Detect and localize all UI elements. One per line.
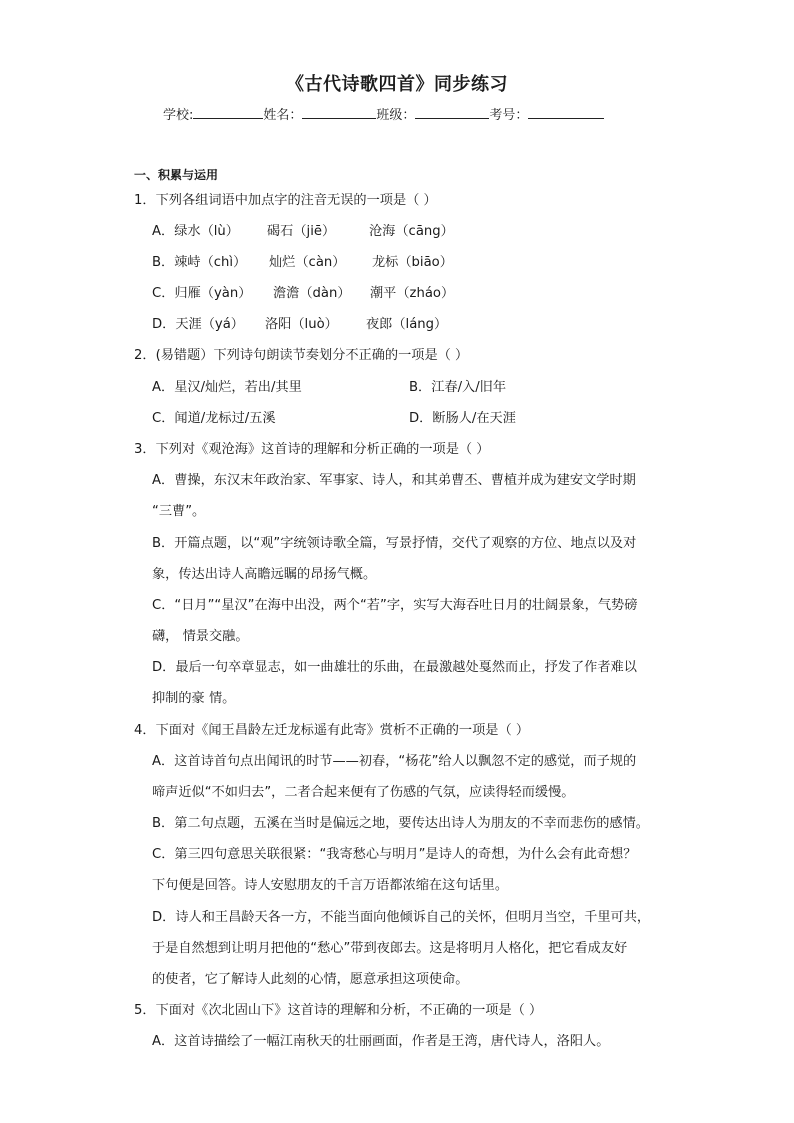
- question-3-line: B．开篇点题，以“观”字统领诗歌全篇，写景抒情，交代了观察的方位、地点以及对: [152, 536, 637, 551]
- page-title: 《古代诗歌四首》同步练习: [286, 74, 508, 95]
- option-part: 潮平（zháo）: [370, 286, 455, 301]
- question-5-stem: 5．下面对《次北固山下》这首诗的理解和分析，不正确的一项是（ ）: [134, 1003, 543, 1018]
- question-2-stem: 2．(易错题）下列诗句朗读节奏划分不正确的一项是（ ）: [134, 348, 469, 363]
- question-3-line: A．曹操，东汉末年政治家、军事家、诗人，和其弟曹丕、曹植并成为建安文学时期: [152, 473, 636, 488]
- option-part: C．归雁（yàn）: [152, 286, 252, 301]
- question-4-line: B．第二句点题，五溪在当时是偏远之地，要传达出诗人为朋友的不幸而悲伤的感情。: [152, 816, 649, 831]
- question-2-option-b: B．江春/入/旧年: [409, 380, 507, 395]
- option-part: B．竦峙（chì）: [152, 255, 247, 270]
- question-3-line: 礴， 情景交融。: [152, 629, 249, 644]
- question-4-line: D．诗人和王昌龄天各一方，不能当面向他倾诉自己的关怀，但明月当空，千里可共，: [152, 910, 651, 925]
- question-1-stem: 1．下列各组词语中加点字的注音无误的一项是（ ）: [134, 193, 437, 208]
- school-blank[interactable]: [193, 106, 263, 119]
- question-4-line: 啼声近似“不如归去”，二者合起来便有了伤感的气氛，应读得轻而缓慢。: [152, 785, 575, 800]
- question-2-option-a: A．星汉/灿烂，若出/其里: [152, 380, 302, 395]
- question-1-option-a: [152, 223, 454, 241]
- class-label: 班级：: [376, 108, 416, 123]
- question-4-line: C．第三四句意思关联很紧：“我寄愁心与明月”是诗人的奇想，为什么会有此奇想？: [152, 847, 637, 862]
- question-1-option-b: [152, 254, 453, 272]
- question-4-line: 下句便是回答。诗人安慰朋友的千言万语都浓缩在这句话里。: [152, 878, 509, 893]
- school-label: 学校:: [163, 108, 194, 123]
- question-3-line: C．“日月”“星汉”在海中出没，两个“若”字，实写大海吞吐日月的壮阔景象，气势磅: [152, 598, 638, 613]
- section-heading: 一、积累与运用: [134, 168, 219, 182]
- question-5-option-a: A．这首诗描绘了一幅江南秋天的壮丽画面，作者是王湾，唐代诗人，洛阳人。: [152, 1034, 610, 1049]
- option-part: 洛阳（luò）: [265, 317, 338, 332]
- option-part: 龙标（biāo）: [372, 255, 453, 270]
- question-2-option-d: D．断肠人/在天涯: [409, 411, 516, 426]
- option-part: D．天涯（yá）: [152, 317, 244, 332]
- question-4-stem: 4．下面对《闻王昌龄左迁龙标遥有此寄》赏析不正确的一项是（ ）: [134, 723, 530, 738]
- question-1-option-d: [152, 316, 447, 334]
- option-part: 沧海（cāng）: [369, 224, 454, 239]
- question-3-stem: 3．下列对《观沧海》这首诗的理解和分析正确的一项是（ ）: [134, 442, 490, 457]
- option-part: 碣石（jiē）: [267, 224, 336, 239]
- option-part: A．绿水（lù）: [152, 224, 239, 239]
- option-part: 澹澹（dàn）: [273, 286, 351, 301]
- question-3-line: D．最后一句卒章显志，如一曲雄壮的乐曲，在最激越处戛然而止，抒发了作者难以: [152, 660, 637, 675]
- question-1-option-c: [152, 285, 454, 303]
- question-4-line: 于是自然想到让明月把他的“愁心”带到夜郎去。这是将明月人格化，把它看成友好: [152, 941, 628, 956]
- option-part: 夜郎（láng）: [366, 317, 448, 332]
- question-4-line: A．这首诗首句点出闻讯的时节——初春，“杨花”给人以飘忽不定的感觉，而子规的: [152, 754, 637, 769]
- name-blank[interactable]: [302, 106, 376, 119]
- name-label: 姓名：: [263, 108, 303, 123]
- question-3-line: 象，传达出诗人高瞻远瞩的昂扬气概。: [152, 567, 377, 582]
- number-blank[interactable]: [528, 106, 604, 119]
- class-blank[interactable]: [415, 106, 489, 119]
- question-3-line: “三曹”。: [152, 504, 206, 519]
- question-3-line: 抑制的豪 情。: [152, 691, 236, 706]
- number-label: 考号：: [489, 108, 529, 123]
- student-info-row: [163, 104, 604, 123]
- question-2-option-c: C．闻道/龙标过/五溪: [152, 411, 276, 426]
- question-4-line: 的使者，它了解诗人此刻的心情，愿意承担这项使命。: [152, 972, 469, 987]
- option-part: 灿烂（càn）: [269, 255, 346, 270]
